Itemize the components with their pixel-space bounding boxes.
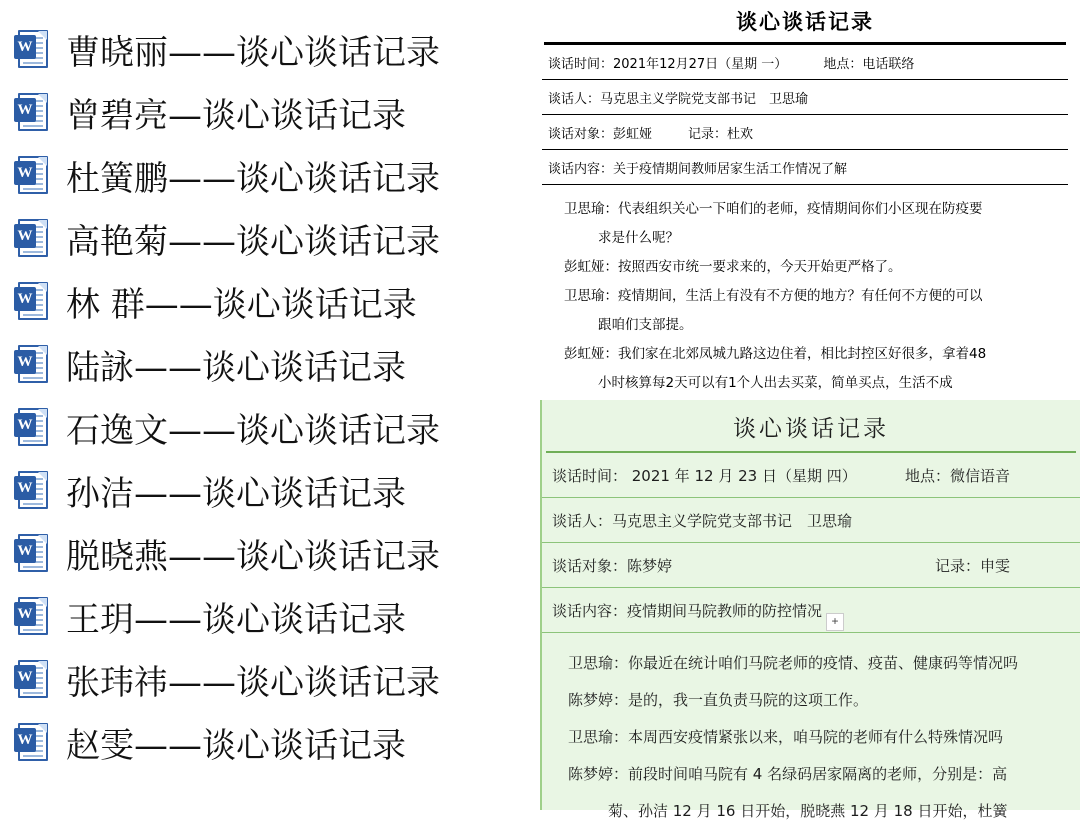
file-name: 王玥——谈心谈话记录 — [66, 600, 406, 640]
file-name: 脱晓燕——谈心谈话记录 — [66, 537, 440, 577]
word-icon-letter: W — [14, 161, 36, 185]
word-icon-letter: W — [14, 665, 36, 689]
list-item[interactable] — [14, 18, 530, 81]
body-line: 卫思瑜：本周西安疫情紧张以来，咱马院的老师有什么特殊情况吗 — [568, 728, 1004, 746]
word-document-icon — [14, 470, 54, 512]
file-name: 陆詠——谈心谈话记录 — [66, 348, 406, 388]
list-item[interactable] — [14, 711, 530, 774]
file-name: 曹晓丽——谈心谈话记录 — [66, 33, 440, 73]
body-line: 小时核算每2天可以有1个人出去买菜，简单买点，生活不成 — [598, 375, 953, 391]
page-title: 谈心谈话记录 — [736, 10, 874, 34]
list-item[interactable] — [14, 585, 530, 648]
body-line: 卫思瑜：你最近在统计咱们马院老师的疫情、疫苗、健康码等情况吗 — [568, 654, 1019, 672]
meta-row — [542, 453, 1080, 498]
list-item[interactable] — [14, 522, 530, 585]
meta-right — [1010, 600, 1070, 621]
body-line: 彭虹娅：我们家在北郊凤城九路这边住着，相比封控区好很多，拿着48 — [564, 346, 987, 362]
word-icon-letter: W — [14, 728, 36, 752]
word-icon-letter: W — [14, 350, 36, 374]
meta-row — [542, 45, 1068, 80]
meta-left: 谈话对象：陈梦婷 — [552, 557, 673, 575]
meta-left: 谈话内容：关于疫情期间教师居家生活工作情况了解 — [548, 162, 848, 177]
word-icon-letter: W — [14, 98, 36, 122]
list-item[interactable] — [14, 207, 530, 270]
body-line: 卫思瑜：疫情期间，生活上有没有不方便的地方？有任何不方便的可以 — [564, 288, 983, 304]
meta-left: 谈话时间： 2021 年 12 月 23 日（星期 四） — [552, 467, 857, 485]
body-line: 陈梦婷：前段时间咱马院有 4 名绿码居家隔离的老师，分别是：高 — [568, 765, 1008, 783]
file-name: 孙洁——谈心谈话记录 — [66, 474, 406, 514]
meta-row — [542, 150, 1068, 185]
file-name: 曾碧亮—谈心谈话记录 — [66, 96, 406, 136]
list-item[interactable] — [14, 81, 530, 144]
list-item[interactable] — [14, 396, 530, 459]
meta-row — [542, 115, 1068, 150]
word-document-icon — [14, 596, 54, 638]
meta-left: 谈话人：马克思主义学院党支部书记 卫思瑜 — [552, 512, 853, 530]
word-icon-letter: W — [14, 35, 36, 59]
meta-right: 记录：杜欢 — [688, 127, 754, 142]
body-line: 卫思瑜：代表组织关心一下咱们的老师，疫情期间你们小区现在防疫要 — [564, 201, 983, 217]
body-line: 求是什么呢？ — [598, 230, 679, 246]
meta-left: 谈话时间：2021年12月27日（星期 一） — [548, 57, 788, 72]
text-cursor-icon: + — [826, 613, 844, 631]
meta-left: 谈话对象：彭虹娅 — [548, 127, 653, 142]
file-name: 张玮祎——谈心谈话记录 — [66, 663, 440, 703]
body-line: 陈梦婷：是的，我一直负责马院的这项工作。 — [568, 691, 869, 709]
meta-row — [542, 498, 1080, 543]
meta-right — [1010, 510, 1070, 531]
word-document-icon — [14, 659, 54, 701]
word-document-icon — [14, 407, 54, 449]
meta-right: 地点：微信语音 — [904, 467, 1010, 485]
meta-row — [542, 80, 1068, 115]
page-title: 谈心谈话记录 — [733, 416, 889, 442]
meta-right: 地点：电话联络 — [823, 57, 915, 72]
document-body — [542, 633, 1080, 830]
list-item[interactable] — [14, 333, 530, 396]
word-icon-letter: W — [14, 476, 36, 500]
word-icon-letter: W — [14, 224, 36, 248]
word-icon-letter: W — [14, 287, 36, 311]
file-name: 高艳菊——谈心谈话记录 — [66, 222, 440, 262]
file-name: 林 群——谈心谈话记录 — [66, 285, 417, 325]
document-preview-bottom — [540, 400, 1080, 820]
document-preview-top — [530, 0, 1080, 400]
list-item[interactable] — [14, 144, 530, 207]
meta-row — [542, 543, 1080, 588]
word-document-icon — [14, 29, 54, 71]
word-icon-letter: W — [14, 413, 36, 437]
body-line: 彭虹娅：按照西安市统一要求来的，今天开始更严格了。 — [564, 259, 902, 275]
word-document-icon — [14, 533, 54, 575]
file-name: 赵雯——谈心谈话记录 — [66, 726, 406, 766]
word-icon-letter: W — [14, 539, 36, 563]
file-name: 杜簧鹏——谈心谈话记录 — [66, 159, 440, 199]
word-document-icon — [14, 722, 54, 764]
document-body — [542, 185, 1068, 398]
word-document-icon — [14, 218, 54, 260]
body-line: 菊、孙洁 12 月 16 日开始，脱晓燕 12 月 18 日开始，杜簧 — [608, 802, 1008, 820]
word-document-icon — [14, 92, 54, 134]
list-item[interactable] — [14, 270, 530, 333]
file-name: 石逸文——谈心谈话记录 — [66, 411, 440, 451]
word-document-icon — [14, 155, 54, 197]
file-list-panel — [0, 0, 530, 810]
meta-row — [542, 588, 1080, 633]
body-line: 跟咱们支部提。 — [598, 317, 693, 333]
list-item[interactable] — [14, 648, 530, 711]
word-icon-letter: W — [14, 602, 36, 626]
meta-left: 谈话内容：疫情期间马院教师的防控情况 — [552, 602, 823, 620]
list-item[interactable] — [14, 459, 530, 522]
meta-right: 记录：申雯 — [934, 557, 1010, 575]
word-document-icon — [14, 344, 54, 386]
meta-left: 谈话人：马克思主义学院党支部书记 卫思瑜 — [548, 92, 809, 107]
word-document-icon — [14, 281, 54, 323]
